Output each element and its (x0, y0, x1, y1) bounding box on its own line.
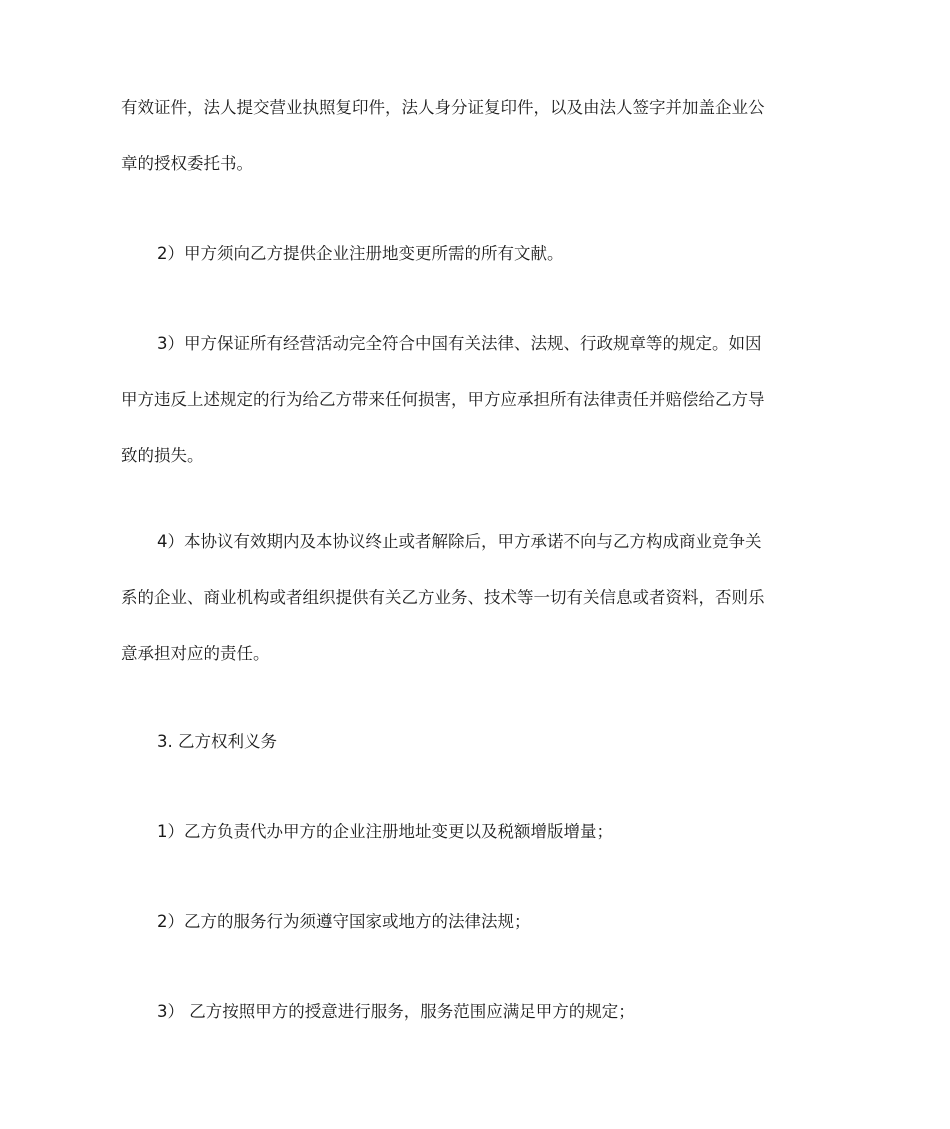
section-title: 3. 乙方权利义务 (157, 732, 277, 751)
text-line: 章的授权委托书。 (121, 154, 253, 173)
text-line: 4）本协议有效期内及本协议终止或者解除后，甲方承诺不向与乙方构成商业竞争关 (157, 532, 762, 551)
text-line: 3）甲方保证所有经营活动完全符合中国有关法律、法规、行政规章等的规定。如因 (157, 334, 762, 353)
paragraph-continuation (121, 80, 831, 192)
text-line: 意承担对应的责任。 (121, 644, 270, 663)
text-line: 3） 乙方按照甲方的授意进行服务，服务范围应满足甲方的规定； (157, 1002, 635, 1021)
text-line: 2）乙方的服务行为须遵守国家或地方的法律法规； (157, 912, 531, 931)
paragraph-item-2-party-a (121, 226, 831, 282)
paragraph-item-2-party-b (121, 894, 831, 950)
paragraph-item-3-party-b (121, 984, 831, 1040)
paragraph-item-4-party-a (121, 514, 831, 682)
section-heading-party-b (121, 714, 831, 770)
text-line: 1）乙方负责代办甲方的企业注册地址变更以及税额增版增量； (157, 822, 613, 841)
paragraph-item-1-party-b (121, 804, 831, 860)
text-line: 有效证件，法人提交营业执照复印件，法人身分证复印件，以及由法人签字并加盖企业公 (121, 98, 765, 117)
text-line: 甲方违反上述规定的行为给乙方带来任何损害，甲方应承担所有法律责任并赔偿给乙方导 (121, 390, 765, 409)
text-line: 致的损失。 (121, 446, 204, 465)
paragraph-item-3-party-a (121, 316, 831, 484)
text-line: 2）甲方须向乙方提供企业注册地变更所需的所有文献。 (157, 244, 564, 263)
text-line: 系的企业、商业机构或者组织提供有关乙方业务、技术等一切有关信息或者资料，否则乐 (121, 588, 765, 607)
